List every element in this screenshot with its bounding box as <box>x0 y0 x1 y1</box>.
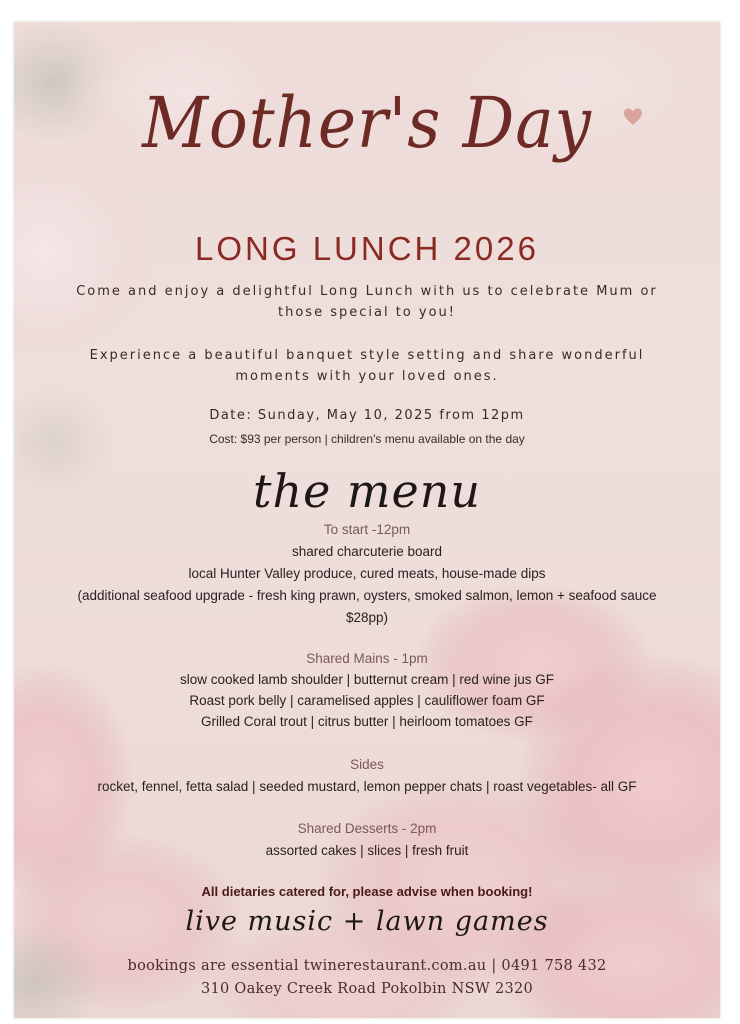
mains-line: slow cooked lamb shoulder | butternut cream | red wine jus GF <box>180 672 554 687</box>
start-line: local Hunter Valley produce, cured meats, house-made dips <box>188 566 546 581</box>
intro-paragraph-2: Experience a beautiful banquet style setting and share wonderful moments with your loved ones. <box>89 348 645 384</box>
mains-heading: Shared Mains - 1pm <box>306 651 428 666</box>
start-line: shared charcuterie board <box>291 544 443 559</box>
dietary-note: All dietaries catered for, please advise when booking! <box>201 884 533 899</box>
title-script: Mother's Day <box>142 82 592 164</box>
subtitle: LONG LUNCH 2026 <box>195 230 539 267</box>
start-line: $28pp) <box>345 610 389 625</box>
address: 310 Oakey Creek Road Pokolbin NSW 2320 <box>200 981 534 997</box>
mains-line: Roast pork belly | caramelised apples | cauliflower foam GF <box>189 693 545 708</box>
sides-heading: Sides <box>350 757 384 772</box>
sides-line: rocket, fennel, fetta salad | seeded mustard, lemon pepper chats | roast vegetables- all GF <box>97 779 637 794</box>
menu-heading: the menu <box>252 464 482 518</box>
event-cost: Cost: $93 per person | children's menu available on the day <box>209 432 525 446</box>
poster-content <box>14 22 720 1018</box>
desserts-line: assorted cakes | slices | fresh fruit <box>265 843 469 858</box>
start-line: (additional seafood upgrade - fresh king prawn, oysters, smoked salmon, lemon + seafood sauce <box>77 588 657 603</box>
poster <box>14 22 720 1018</box>
intro-paragraph-1: Come and enjoy a delightful Long Lunch with us to celebrate Mum or those special to you! <box>76 284 658 320</box>
heart-icon <box>622 106 644 128</box>
booking-info: bookings are essential twinerestaurant.com.au | 0491 758 432 <box>127 958 607 974</box>
start-heading: To start -12pm <box>323 522 411 537</box>
mains-line: Grilled Coral trout | citrus butter | heirloom tomatoes GF <box>201 714 533 729</box>
desserts-heading: Shared Desserts - 2pm <box>297 821 437 836</box>
event-date: Date: Sunday, May 10, 2025 from 12pm <box>209 408 525 423</box>
live-music-text: live music + lawn games <box>185 906 549 937</box>
